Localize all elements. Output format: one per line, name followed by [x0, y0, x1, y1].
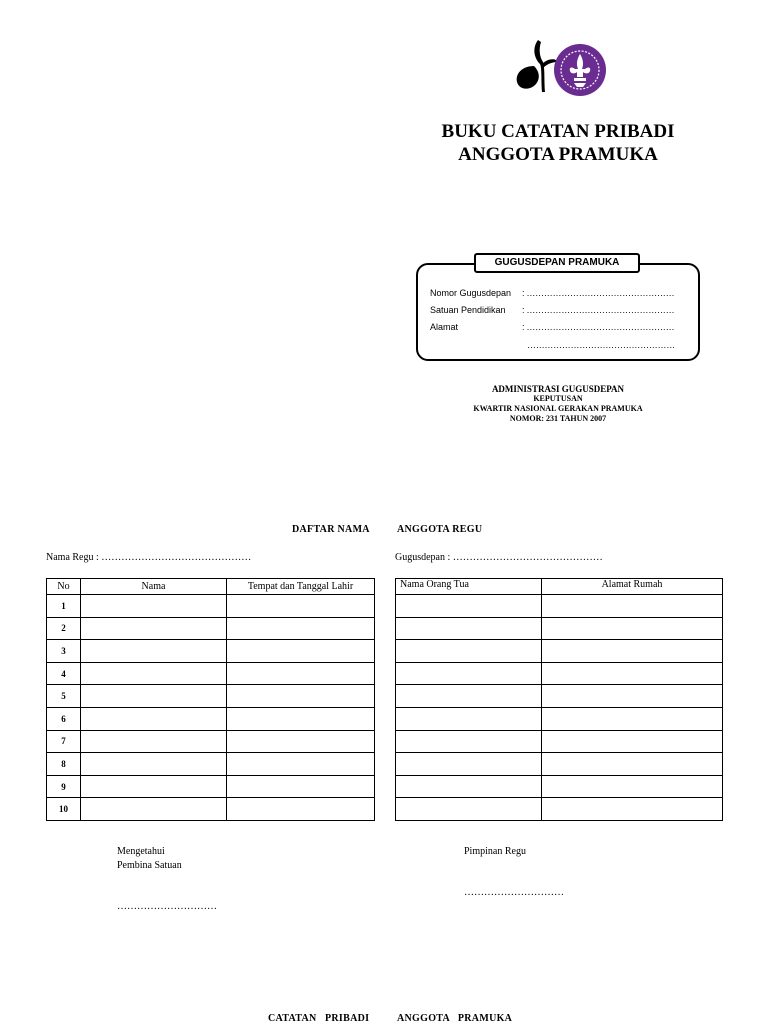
table-row: [396, 617, 723, 640]
ttl-cell: [227, 595, 375, 618]
admin-block: [440, 384, 676, 424]
alamat-cell: [542, 595, 723, 618]
admin-line-3: KWARTIR NASIONAL GERAKAN PRAMUKA: [473, 404, 643, 413]
sig-left: [117, 845, 182, 873]
table-row: [396, 730, 723, 753]
title-line-2: ANGGOTA PRAMUKA: [458, 144, 658, 165]
nama-cell: [81, 685, 227, 708]
row-number: 10: [47, 798, 81, 821]
gugusdepan-box-label: GUGUSDEPAN PRAMUKA: [474, 253, 640, 273]
admin-line-2: KEPUTUSAN: [533, 394, 583, 403]
table-row: [396, 753, 723, 776]
table-row: [47, 640, 375, 663]
table-row: [47, 617, 375, 640]
row-number: 5: [47, 685, 81, 708]
orang-tua-cell: [396, 798, 542, 821]
alamat-cell: [542, 798, 723, 821]
gd-row-label: Satuan Pendidikan: [430, 305, 506, 315]
orang-tua-cell: [396, 662, 542, 685]
gd-row-value: : ……………………………………………: [522, 322, 675, 332]
table-row: [47, 775, 375, 798]
ttl-cell: [227, 775, 375, 798]
col-header-ttl: Tempat dan Tanggal Lahir: [227, 579, 375, 595]
admin-line-1: ADMINISTRASI GUGUSDEPAN: [491, 384, 625, 394]
row-number: 3: [47, 640, 81, 663]
ttl-cell: [227, 707, 375, 730]
logo-area: [512, 36, 612, 100]
gugusdepan-field: Gugusdepan : ………………………………………: [395, 552, 603, 563]
row-number: 2: [47, 617, 81, 640]
nama-cell: [81, 753, 227, 776]
col-header-nama: Nama: [81, 579, 227, 595]
table-row: [396, 775, 723, 798]
table-header-row: [47, 579, 375, 595]
ttl-cell: [227, 617, 375, 640]
gd-row-satuan: [430, 305, 690, 319]
table-row: [47, 662, 375, 685]
table-row: [396, 662, 723, 685]
nama-cell: [81, 617, 227, 640]
alamat-cell: [542, 775, 723, 798]
footer-heading-left: CATATAN PRIBADI: [268, 1013, 370, 1024]
table-row: [396, 707, 723, 730]
alamat-cell: [542, 640, 723, 663]
orang-tua-cell: [396, 775, 542, 798]
sig-left-line-2: Pembina Satuan: [117, 860, 182, 871]
orang-tua-cell: [396, 707, 542, 730]
table-row: [47, 730, 375, 753]
daftar-heading-right: ANGGOTA REGU: [397, 524, 483, 535]
page-title: [400, 120, 716, 166]
alamat-cell: [542, 730, 723, 753]
nama-cell: [81, 595, 227, 618]
gd-row-value: : ……………………………………………: [522, 288, 675, 298]
alamat-cell: [542, 685, 723, 708]
table-row: [396, 685, 723, 708]
nama-cell: [81, 662, 227, 685]
table-row: [47, 798, 375, 821]
nama-cell: [81, 707, 227, 730]
sig-right-line-1: Pimpinan Regu: [464, 846, 526, 857]
ttl-cell: [227, 730, 375, 753]
row-number: 4: [47, 662, 81, 685]
row-number: 1: [47, 595, 81, 618]
row-number: 6: [47, 707, 81, 730]
table-row: [396, 595, 723, 618]
orang-tua-cell: [396, 685, 542, 708]
alamat-cell: [542, 662, 723, 685]
ttl-cell: [227, 798, 375, 821]
nama-cell: [81, 730, 227, 753]
footer-heading-right: ANGGOTA PRAMUKA: [397, 1013, 513, 1024]
sig-left-line-1: Mengetahui: [117, 846, 165, 857]
nama-regu-field: Nama Regu : ………………………………………: [46, 552, 252, 563]
admin-line-4: NOMOR: 231 TAHUN 2007: [509, 414, 607, 423]
gd-row-label: Alamat: [430, 322, 459, 332]
member-table-right: [395, 578, 723, 821]
gd-row-value: : ……………………………………………: [522, 305, 675, 315]
row-number: 7: [47, 730, 81, 753]
table-row: [396, 798, 723, 821]
orang-tua-cell: [396, 640, 542, 663]
nama-cell: [81, 775, 227, 798]
orang-tua-cell: [396, 753, 542, 776]
wosm-icon: [552, 42, 608, 98]
nama-cell: [81, 798, 227, 821]
title-line-1: BUKU CATATAN PRIBADI: [441, 121, 675, 142]
orang-tua-cell: [396, 730, 542, 753]
table-row: [47, 753, 375, 776]
row-number: 8: [47, 753, 81, 776]
nama-cell: [81, 640, 227, 663]
sig-right-dots: …………………………: [464, 887, 564, 898]
table-header-row: [396, 579, 723, 595]
ttl-cell: [227, 685, 375, 708]
ttl-cell: [227, 662, 375, 685]
table-row: [47, 707, 375, 730]
table-row: [396, 640, 723, 663]
gd-row-label: Nomor Gugusdepan: [430, 288, 512, 298]
table-row: [47, 595, 375, 618]
col-header-no: No: [47, 579, 81, 595]
col-header-alamat: Alamat Rumah: [542, 579, 723, 595]
orang-tua-cell: [396, 595, 542, 618]
ttl-cell: [227, 640, 375, 663]
member-table-left: [46, 578, 375, 821]
gd-row-nomor: [430, 288, 690, 302]
gd-row-value: ……………………………………………: [527, 340, 675, 350]
ttl-cell: [227, 753, 375, 776]
daftar-heading-left: DAFTAR NAMA: [292, 524, 370, 535]
row-number: 9: [47, 775, 81, 798]
alamat-cell: [542, 753, 723, 776]
gd-row-alamat: [430, 322, 690, 336]
table-row: [47, 685, 375, 708]
alamat-cell: [542, 707, 723, 730]
sig-left-dots: …………………………: [117, 901, 217, 912]
col-header-orang-tua: Nama Orang Tua: [396, 579, 542, 595]
orang-tua-cell: [396, 617, 542, 640]
alamat-cell: [542, 617, 723, 640]
gd-row-alamat-cont: [430, 340, 690, 354]
